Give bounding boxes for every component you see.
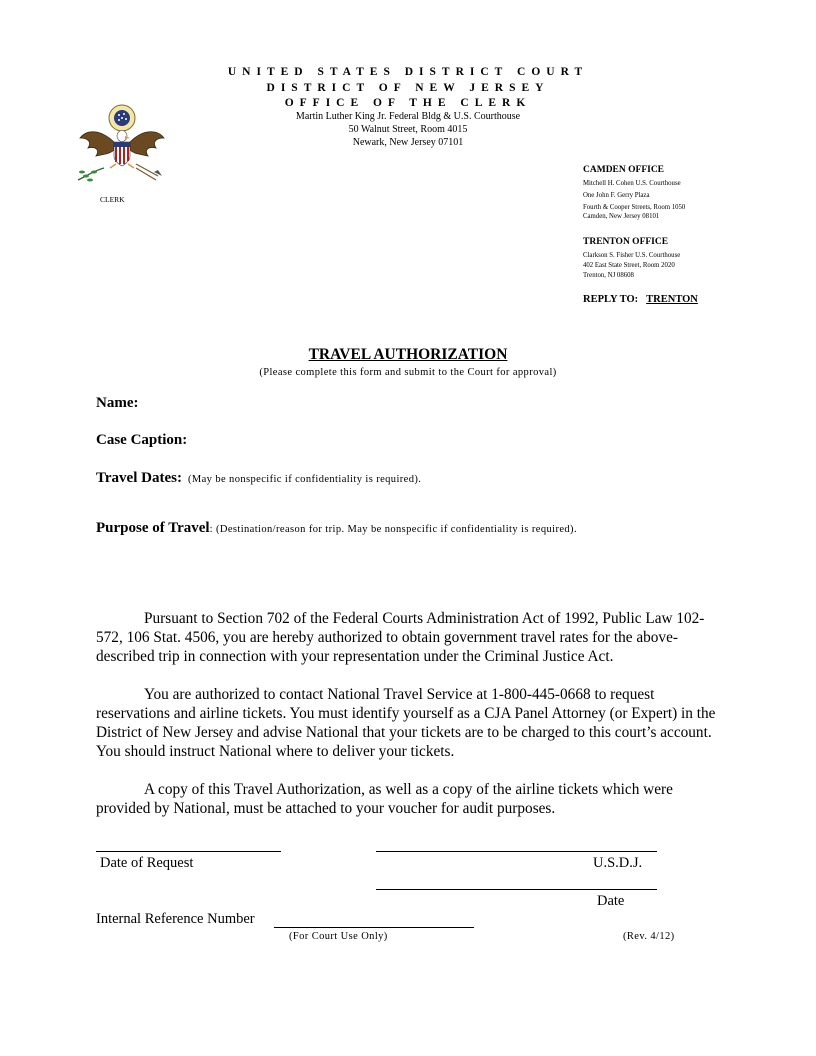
travel-dates-field	[96, 470, 421, 487]
usdj-label: U.S.D.J.	[593, 855, 643, 871]
reply-to-city: TRENTON	[646, 294, 698, 305]
address-line-3: Newark, New Jersey 07101	[352, 137, 464, 148]
judge-signature-line	[376, 851, 657, 852]
reply-to	[583, 294, 698, 305]
trenton-office-line: Trenton, NJ 08608	[583, 272, 634, 279]
approval-date-line	[376, 889, 657, 890]
clerk-label: CLERK	[100, 195, 125, 204]
internal-reference-line	[274, 927, 474, 928]
date-of-request-label: Date of Request	[100, 855, 194, 871]
purpose-note: (Destination/reason for trip. May be nonspecific if confidentiality is required).	[212, 524, 577, 535]
travel-dates-note: (May be nonspecific if confidentiality is required).	[187, 474, 422, 485]
revision-label: (Rev. 4/12)	[623, 931, 675, 942]
address-line-1: Martin Luther King Jr. Federal Bldg & U.S. Courthouse	[295, 111, 521, 122]
court-seal-icon	[74, 98, 168, 188]
form-subtitle: (Please complete this form and submit to the Court for approval)	[259, 367, 557, 378]
camden-office-line: Fourth & Cooper Streets, Room 1050	[583, 204, 686, 211]
travel-dates-label: Travel Dates:	[96, 470, 182, 486]
name-label: Name:	[96, 395, 139, 411]
form-title: TRAVEL AUTHORIZATION	[308, 346, 508, 363]
trenton-office-title: TRENTON OFFICE	[583, 237, 669, 247]
camden-office-line: Camden, New Jersey 08101	[583, 213, 660, 220]
internal-reference-label: Internal Reference Number	[96, 911, 255, 927]
address-line-2: 50 Walnut Street, Room 4015	[348, 124, 468, 135]
camden-office-line: Mitchell H. Cohen U.S. Courthouse	[583, 180, 681, 187]
purpose-field	[96, 520, 577, 537]
trenton-office-line: Clarkson S. Fisher U.S. Courthouse	[583, 252, 681, 259]
camden-office-title: CAMDEN OFFICE	[583, 165, 665, 175]
attachment-paragraph: A copy of this Travel Authorization, as well as a copy of the airline tickets which were provided by National, must be attached to your voucher for audit purposes.	[96, 781, 673, 817]
case-caption-label: Case Caption:	[96, 432, 188, 448]
court-name: UNITED STATES DISTRICT COURT	[227, 66, 589, 78]
court-use-note: (For Court Use Only)	[289, 931, 388, 942]
district-name: DISTRICT OF NEW JERSEY	[266, 82, 550, 94]
travel-service-paragraph: You are authorized to contact National Travel Service at 1-800-445-0668 to request reservations and airline tickets. You must identify yourself as a CJA Panel Attorney (or Expert) in the District of New Jersey and advise National that your tickets are to be charged to this court’s account. You should instruct National where to deliver your tickets.	[96, 686, 716, 760]
purpose-colon: :	[209, 524, 213, 535]
office-name: OFFICE OF THE CLERK	[284, 97, 532, 109]
trenton-office-line: 402 East State Street, Room 2020	[583, 262, 675, 269]
reply-to-label: REPLY TO:	[583, 294, 639, 305]
camden-office-line: One John F. Gerry Plaza	[583, 192, 650, 199]
purpose-label: Purpose of Travel	[96, 520, 210, 536]
authorization-paragraph: Pursuant to Section 702 of the Federal Courts Administration Act of 1992, Public Law 102-572, 106 Stat. 4506, you are hereby authorized to obtain government travel rates for the above-described trip in connection with your representation under the Criminal Justice Act.	[96, 610, 705, 665]
approval-date-label: Date	[597, 893, 625, 909]
date-of-request-line	[96, 851, 281, 852]
